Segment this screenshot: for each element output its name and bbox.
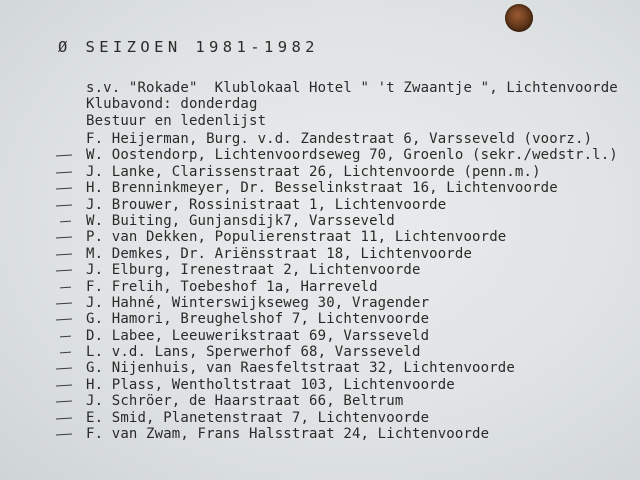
member-row bbox=[0, 131, 640, 147]
board-heading: Bestuur en ledenlijst bbox=[86, 113, 267, 129]
member-entry: H. Brenninkmeyer, Dr. Besselinkstraat 16, Lichtenvoorde bbox=[86, 180, 558, 197]
tick-mark bbox=[56, 384, 72, 387]
tick-mark bbox=[56, 433, 72, 436]
tick-mark bbox=[56, 417, 72, 420]
member-entry: J. Brouwer, Rossinistraat 1, Lichtenvoorde bbox=[86, 196, 447, 213]
member-entry: F. Heijerman, Burg. v.d. Zandestraat 6, Varsseveld (voorz.) bbox=[86, 131, 593, 147]
member-entry: F. van Zwam, Frans Halsstraat 24, Lichtenvoorde bbox=[86, 426, 490, 443]
tick-mark bbox=[60, 286, 71, 288]
member-entry: J. Schröer, de Haarstraat 66, Beltrum bbox=[86, 393, 404, 410]
member-row bbox=[0, 180, 640, 196]
member-entry: G. Hamori, Breughelshof 7, Lichtenvoorde bbox=[86, 311, 430, 328]
tick-mark bbox=[56, 171, 72, 174]
tick-mark bbox=[56, 270, 72, 273]
member-entry: W. Buiting, Gunjansdijk7, Varsseveld bbox=[86, 212, 395, 229]
member-entry: E. Smid, Planetenstraat 7, Lichtenvoorde bbox=[86, 409, 430, 426]
member-entry: D. Labee, Leeuwerikstraat 69, Varsseveld bbox=[86, 327, 430, 344]
tick-mark bbox=[56, 237, 72, 240]
season-title: Ø SEIZOEN 1981-1982 bbox=[58, 38, 319, 56]
member-entry: W. Oostendorp, Lichtenvoordseweg 70, Groenlo (sekr./wedstr.l.) bbox=[86, 147, 618, 164]
member-entry: P. van Dekken, Populierenstraat 11, Lichtenvoorde bbox=[86, 229, 507, 246]
tick-mark bbox=[56, 368, 72, 371]
member-row bbox=[0, 295, 640, 311]
tick-mark bbox=[56, 253, 72, 256]
tick-mark bbox=[56, 204, 72, 207]
tick-mark bbox=[56, 155, 72, 158]
member-row bbox=[0, 426, 640, 442]
member-row bbox=[0, 164, 640, 180]
member-row bbox=[0, 197, 640, 213]
tick-mark bbox=[56, 401, 72, 404]
tick-mark bbox=[60, 221, 71, 223]
member-row bbox=[0, 262, 640, 278]
member-entry: J. Hahné, Winterswijkseweg 30, Vragender bbox=[86, 294, 430, 311]
member-entry: H. Plass, Wentholtstraat 103, Lichtenvoorde bbox=[86, 376, 455, 393]
member-entry: L. v.d. Lans, Sperwerhof 68, Varsseveld bbox=[86, 344, 421, 361]
member-row bbox=[0, 246, 640, 262]
tick-mark bbox=[56, 188, 72, 191]
tick-mark bbox=[56, 302, 72, 305]
member-entry: J. Elburg, Irenestraat 2, Lichtenvoorde bbox=[86, 262, 421, 279]
member-row bbox=[0, 344, 640, 360]
punch-hole bbox=[505, 4, 533, 32]
tick-mark bbox=[60, 335, 71, 337]
tick-mark bbox=[56, 319, 72, 322]
member-row bbox=[0, 377, 640, 393]
member-row bbox=[0, 213, 640, 229]
member-row bbox=[0, 311, 640, 327]
member-entry: J. Lanke, Clarissenstraat 26, Lichtenvoorde (penn.m.) bbox=[86, 163, 541, 180]
club-evening: Klubavond: donderdag bbox=[86, 96, 258, 112]
member-row bbox=[0, 229, 640, 245]
member-row bbox=[0, 147, 640, 163]
member-row bbox=[0, 328, 640, 344]
club-line: s.v. "Rokade" Klublokaal Hotel " 't Zwaantje ", Lichtenvoorde bbox=[86, 80, 618, 96]
member-entry: M. Demkes, Dr. Ariënsstraat 18, Lichtenvoorde bbox=[86, 245, 473, 262]
member-entry: G. Nijenhuis, van Raesfeltstraat 32, Lichtenvoorde bbox=[86, 360, 515, 377]
member-entry: F. Frelih, Toebeshof 1a, Harreveld bbox=[86, 278, 378, 295]
member-row bbox=[0, 360, 640, 376]
member-row bbox=[0, 279, 640, 295]
member-row bbox=[0, 393, 640, 409]
member-list bbox=[0, 131, 640, 442]
member-row bbox=[0, 410, 640, 426]
tick-mark bbox=[60, 352, 71, 354]
